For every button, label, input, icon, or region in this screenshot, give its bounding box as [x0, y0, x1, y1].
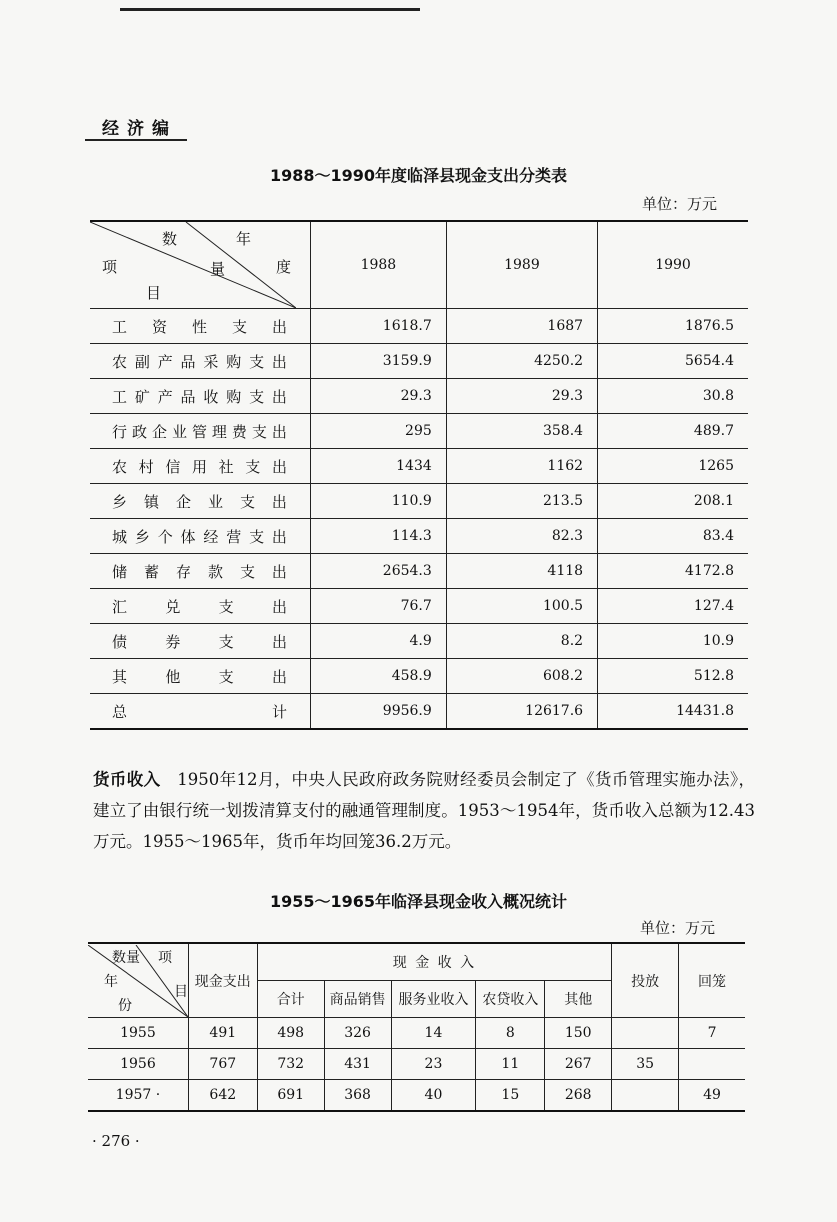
table-row — [90, 659, 748, 694]
cell-value: 40 — [391, 1080, 476, 1112]
table-row — [88, 1049, 745, 1080]
cell-value: 358.4 — [446, 414, 597, 449]
cell-value: 150 — [545, 1018, 612, 1049]
cell-value: 30.8 — [598, 379, 748, 414]
table1-unit: 单位：万元 — [642, 195, 718, 213]
cell-value: 4172.8 — [598, 554, 748, 589]
cell-value: 2654.3 — [311, 554, 447, 589]
subheader-other: 其他 — [545, 981, 612, 1018]
table1-header-row — [90, 221, 748, 309]
row-label — [90, 554, 311, 589]
subheader-service: 服务业收入 — [391, 981, 476, 1018]
row-label-text: 乡 镇 企 业 支 出 — [112, 492, 288, 511]
cell-value: 110.9 — [311, 484, 447, 519]
cell-value: 4.9 — [311, 624, 447, 659]
table-row — [90, 414, 748, 449]
cell-value: 368 — [324, 1080, 391, 1112]
body-paragraph — [93, 764, 755, 857]
cell-value: 82.3 — [446, 519, 597, 554]
table-row — [90, 379, 748, 414]
cell-value — [612, 1018, 679, 1049]
table-total-row — [90, 694, 748, 730]
table-row — [90, 449, 748, 484]
cell-value: 213.5 — [446, 484, 597, 519]
row-label — [90, 379, 311, 414]
cell-value: 10.9 — [598, 624, 748, 659]
cell-value: 1687 — [446, 309, 597, 344]
row-label-text: 农 副 产 品 采 购 支 出 — [112, 352, 288, 371]
table-row — [90, 554, 748, 589]
cell-value: 512.8 — [598, 659, 748, 694]
cell-value: 114.3 — [311, 519, 447, 554]
paragraph-heading: 货币收入 — [93, 770, 161, 789]
cell-value: 4250.2 — [446, 344, 597, 379]
cell-value: 1265 — [598, 449, 748, 484]
cell-value: 83.4 — [598, 519, 748, 554]
row-label-text: 城 乡 个 体 经 营 支 出 — [112, 527, 288, 546]
cell-value: 29.3 — [446, 379, 597, 414]
cell-value: 1162 — [446, 449, 597, 484]
cell-value: 8.2 — [446, 624, 597, 659]
table-row — [90, 624, 748, 659]
table-row — [90, 484, 748, 519]
cell-value: 76.7 — [311, 589, 447, 624]
cell-value: 208.1 — [598, 484, 748, 519]
row-label-text: 其 他 支 出 — [112, 667, 288, 686]
cell-value: 49 — [679, 1080, 745, 1112]
cell-value — [679, 1049, 745, 1080]
subheader-sales: 商品销售 — [324, 981, 391, 1018]
row-label-text: 债 券 支 出 — [112, 632, 288, 651]
paragraph-text: 1950年12月，中央人民政府政务院财经委员会制定了《货币管理实施办法》，建立了由银行统一划拨清算支付的融通管理制度。1953～1954年，货币收入总额为12.43万元。1955～1965年，货币年均回笼36.2万元。 — [93, 770, 755, 851]
section-header: 经济编 — [102, 119, 177, 139]
cell-value: 127.4 — [598, 589, 748, 624]
diag-fen: 份 — [118, 997, 132, 1014]
diag-shuliang: 数量 — [112, 949, 140, 966]
header-expense: 现金支出 — [188, 943, 257, 1018]
cell-value: 35 — [612, 1049, 679, 1080]
header-release: 投放 — [612, 943, 679, 1018]
row-label — [90, 414, 311, 449]
row-label — [90, 484, 311, 519]
row-label — [90, 694, 311, 730]
row-label-text: 工 矿 产 品 收 购 支 出 — [112, 387, 288, 406]
row-label-text: 农 村 信 用 社 支 出 — [112, 457, 288, 476]
row-label — [90, 344, 311, 379]
cell-value: 767 — [188, 1049, 257, 1080]
page-number: · 276 · — [92, 1132, 140, 1150]
cell-value: 29.3 — [311, 379, 447, 414]
cell-value: 8 — [476, 1018, 545, 1049]
col-1990: 1990 — [598, 221, 748, 309]
cell-value: 491 — [188, 1018, 257, 1049]
cell-value: 267 — [545, 1049, 612, 1080]
diag-xiang: 项 — [158, 949, 172, 966]
section-underline — [85, 139, 187, 141]
col-1989: 1989 — [446, 221, 597, 309]
expense-table — [90, 220, 748, 730]
cell-value: 1618.7 — [311, 309, 447, 344]
row-label — [90, 659, 311, 694]
row-label — [90, 309, 311, 344]
year-cell: 1957 · — [88, 1080, 188, 1112]
diag-nian: 年 — [236, 230, 252, 248]
diag-mu: 目 — [174, 983, 188, 1000]
subheader-total: 合计 — [257, 981, 324, 1018]
subheader-loans: 农贷收入 — [476, 981, 545, 1018]
table2-diagonal-header — [88, 943, 188, 1018]
table-row — [90, 519, 748, 554]
cell-value: 100.5 — [446, 589, 597, 624]
cell-value: 11 — [476, 1049, 545, 1080]
diag-nian: 年 — [104, 973, 118, 990]
cell-value: 732 — [257, 1049, 324, 1080]
cell-value: 691 — [257, 1080, 324, 1112]
cell-value: 498 — [257, 1018, 324, 1049]
row-label-text: 汇 兑 支 出 — [112, 597, 288, 616]
table1-title: 1988～1990年度临泽县现金支出分类表 — [269, 166, 568, 185]
table2-header-row — [88, 943, 745, 981]
row-label — [90, 589, 311, 624]
year-cell: 1956 — [88, 1049, 188, 1080]
table2-unit: 单位：万元 — [640, 919, 716, 937]
table-row — [90, 589, 748, 624]
row-label-text: 工 资 性 支 出 — [112, 317, 288, 336]
cell-value: 1876.5 — [598, 309, 748, 344]
income-table — [88, 942, 745, 1112]
table-row — [88, 1018, 745, 1049]
cell-value: 5654.4 — [598, 344, 748, 379]
diag-xiang: 项 — [102, 258, 118, 276]
cell-value: 7 — [679, 1018, 745, 1049]
diagonal-lines — [90, 222, 296, 308]
table1-diagonal-header — [90, 221, 311, 309]
diag-du: 度 — [276, 258, 292, 276]
row-label — [90, 449, 311, 484]
table-row — [90, 309, 748, 344]
top-rule — [120, 8, 420, 11]
cell-value: 642 — [188, 1080, 257, 1112]
row-label-text: 行 政 企 业 管 理 费 支 出 — [112, 422, 288, 441]
cell-value: 3159.9 — [311, 344, 447, 379]
row-label-text: 储 蓄 存 款 支 出 — [112, 562, 288, 581]
diag-mu: 目 — [146, 284, 162, 302]
cell-value: 326 — [324, 1018, 391, 1049]
header-income-group: 现 金 收 入 — [257, 943, 611, 981]
cell-value — [612, 1080, 679, 1112]
header-recall: 回笼 — [679, 943, 745, 1018]
cell-value: 295 — [311, 414, 447, 449]
cell-value: 23 — [391, 1049, 476, 1080]
cell-value: 12617.6 — [446, 694, 597, 730]
cell-value: 489.7 — [598, 414, 748, 449]
table2-title: 1955～1965年临泽县现金收入概况统计 — [269, 892, 568, 911]
cell-value: 268 — [545, 1080, 612, 1112]
cell-value: 9956.9 — [311, 694, 447, 730]
cell-value: 14 — [391, 1018, 476, 1049]
col-1988: 1988 — [311, 221, 447, 309]
cell-value: 14431.8 — [598, 694, 748, 730]
cell-value: 608.2 — [446, 659, 597, 694]
row-label-text: 总 计 — [112, 702, 288, 721]
cell-value: 458.9 — [311, 659, 447, 694]
row-label — [90, 624, 311, 659]
year-cell: 1955 — [88, 1018, 188, 1049]
table-row — [90, 344, 748, 379]
cell-value: 431 — [324, 1049, 391, 1080]
cell-value: 4118 — [446, 554, 597, 589]
table-row — [88, 1080, 745, 1112]
row-label — [90, 519, 311, 554]
diag-shu: 数 — [162, 230, 178, 248]
cell-value: 15 — [476, 1080, 545, 1112]
diag-liang: 量 — [210, 260, 226, 278]
cell-value: 1434 — [311, 449, 447, 484]
